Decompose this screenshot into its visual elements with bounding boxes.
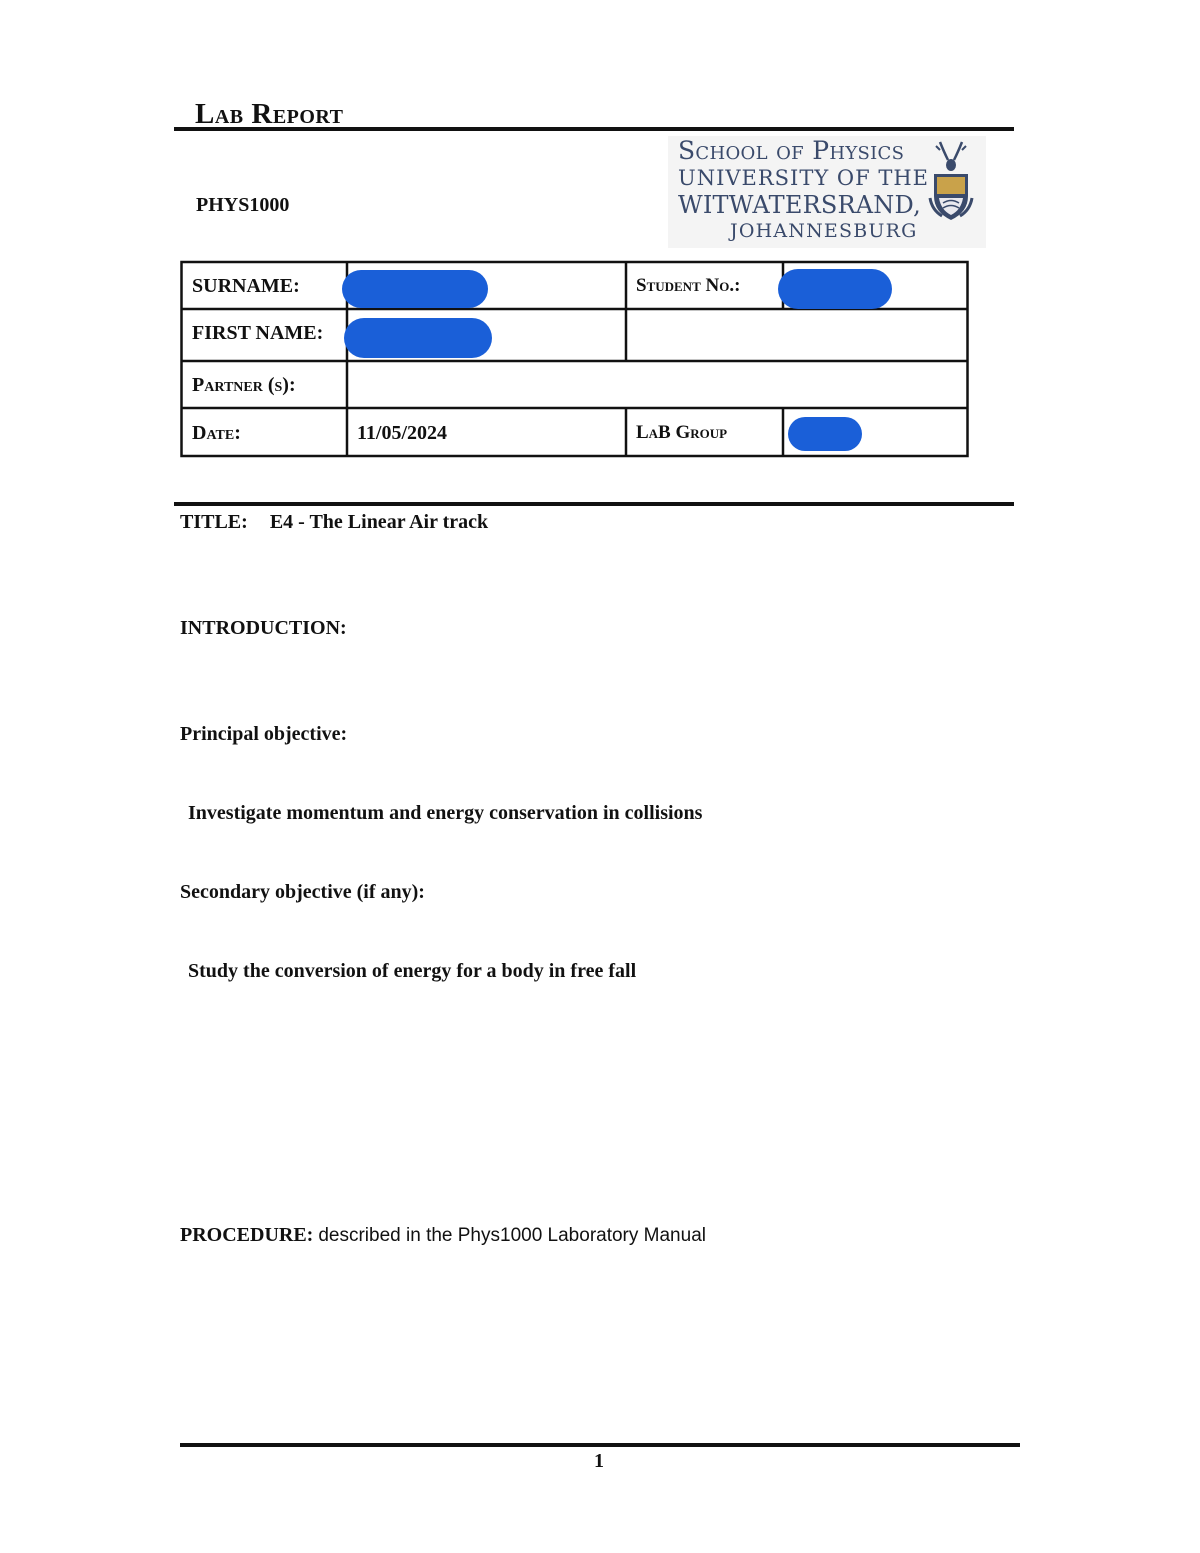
title-label: TITLE: xyxy=(180,511,248,533)
logo-line-university: UNIVERSITY OF THE xyxy=(678,166,930,190)
logo-line-school: School of Physics xyxy=(678,136,905,165)
section-rule xyxy=(174,502,1014,506)
student-no-redaction xyxy=(778,269,892,309)
date-label: Date: xyxy=(192,422,241,444)
procedure-line xyxy=(180,1224,706,1247)
student-info-table xyxy=(180,260,969,458)
lab-group-redaction xyxy=(788,417,862,451)
lab-group-label: LaB Group xyxy=(636,422,728,443)
partner-label: Partner (s): xyxy=(192,374,296,396)
header-rule xyxy=(174,127,1014,131)
logo-line-witwatersrand: WITWATERSRAND, xyxy=(678,191,921,219)
surname-label: SURNAME: xyxy=(192,275,300,297)
first-name-redaction xyxy=(344,318,492,358)
title-line xyxy=(180,511,488,534)
surname-redaction xyxy=(342,270,488,308)
footer-rule xyxy=(180,1443,1020,1447)
secondary-objective-text: Study the conversion of energy for a body in free fall xyxy=(188,960,637,982)
student-no-label: Student No.: xyxy=(636,275,741,296)
secondary-objective-heading: Secondary objective (if any): xyxy=(180,881,425,903)
date-value: 11/05/2024 xyxy=(357,422,448,444)
procedure-text: described in the Phys1000 Laboratory Manual xyxy=(318,1225,706,1246)
university-logo xyxy=(668,136,986,248)
document-title: Lab Report xyxy=(195,98,344,130)
crest-icon xyxy=(926,138,976,224)
title-value: E4 - The Linear Air track xyxy=(269,511,489,533)
page-number: 1 xyxy=(594,1450,604,1472)
introduction-heading: INTRODUCTION: xyxy=(180,617,347,639)
first-name-label: FIRST NAME: xyxy=(192,322,324,344)
course-code: PHYS1000 xyxy=(196,194,290,216)
principal-objective-text: Investigate momentum and energy conservation in collisions xyxy=(188,802,703,824)
logo-line-johannesburg: JOHANNESBURG xyxy=(730,220,918,242)
principal-objective-heading: Principal objective: xyxy=(180,723,348,745)
procedure-label: PROCEDURE: xyxy=(180,1224,314,1246)
